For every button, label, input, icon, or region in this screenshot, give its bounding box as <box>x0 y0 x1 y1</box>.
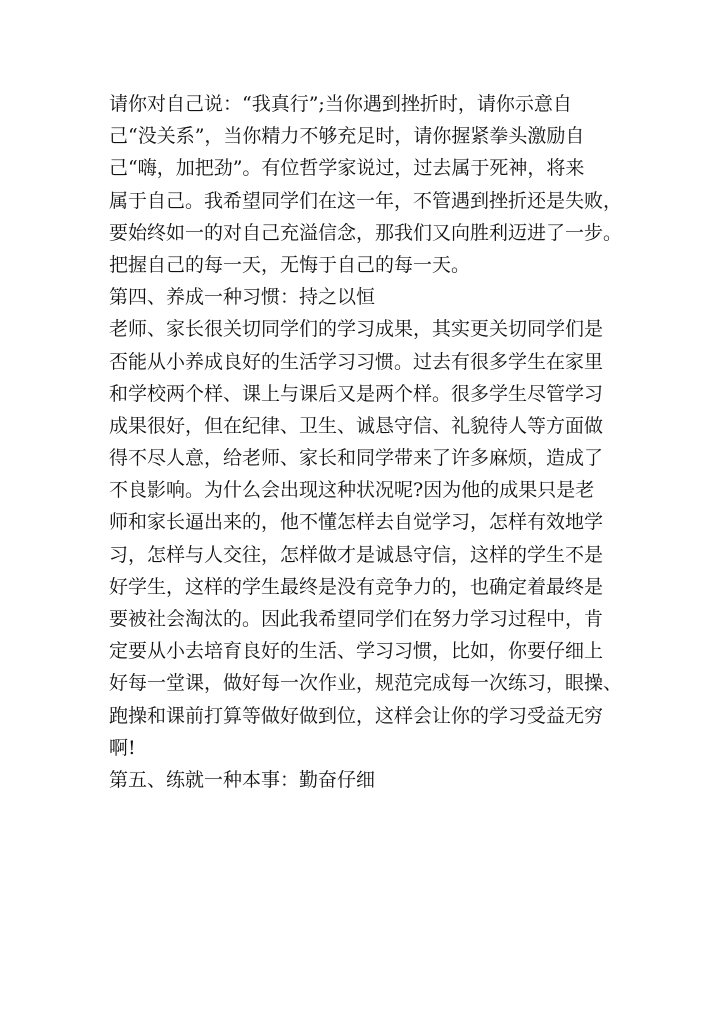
text-line: 师和家长逼出来的，他不懂怎样去自觉学习，怎样有效地学 <box>109 511 604 534</box>
text-line: 习，怎样与人交往，怎样做才是诚恳守信，这样的学生不是 <box>109 543 604 566</box>
text-line: 老师、家长很关切同学们的学习成果，其实更关切同学们是 <box>109 318 604 341</box>
text-line: 要被社会淘汰的。因此我希望同学们在努力学习过程中，肯 <box>109 608 604 630</box>
text-line: 得不尽人意，给老师、家长和同学带来了许多麻烦，造成了 <box>109 447 604 470</box>
text-line: 定要从小去培育良好的生活、学习习惯，比如，你要仔细上 <box>109 640 604 663</box>
text-line: 好每一堂课，做好每一次作业，规范完成每一次练习，眼操、 <box>109 672 623 695</box>
text-line: 把握自己的每一天，无悔于自己的每一天。 <box>109 253 471 276</box>
document-body <box>109 88 629 796</box>
text-line: 跑操和课前打算等做好做到位，这样会让你的学习受益无穷 <box>109 704 604 727</box>
text-line: 己“嗨，加把劲”。有位哲学家说过，过去属于死神，将来 <box>109 157 585 180</box>
text-line: 和学校两个样、课上与课后又是两个样。很多学生尽管学习 <box>109 382 604 405</box>
text-line: 否能从小养成良好的生活学习习惯。过去有很多学生在家里 <box>109 350 604 373</box>
text-line: 要始终如一的对自己充溢信念，那我们又向胜利迈进了一步。 <box>109 221 623 244</box>
text-line: 啊! <box>109 736 136 759</box>
section-heading: 第五、练就一种本事：勤奋仔细 <box>109 768 376 791</box>
text-line: 不良影响。为什么会出现这种状况呢?因为他的成果只是老 <box>109 479 595 502</box>
text-line: 成果很好，但在纪律、卫生、诚恳守信、礼貌待人等方面做 <box>109 414 604 437</box>
text-line: 属于自己。我希望同学们在这一年，不管遇到挫折还是失败， <box>109 189 623 212</box>
text-line: 己“没关系”，当你精力不够充足时，请你握紧拳头激励自 <box>109 125 585 148</box>
text-line: 好学生，这样的学生最终是没有竞争力的，也确定着最终是 <box>109 575 604 598</box>
section-heading: 第四、养成一种习惯：持之以恒 <box>109 286 376 309</box>
text-line: 请你对自己说：“我真行”;当你遇到挫折时，请你示意自 <box>109 93 572 115</box>
